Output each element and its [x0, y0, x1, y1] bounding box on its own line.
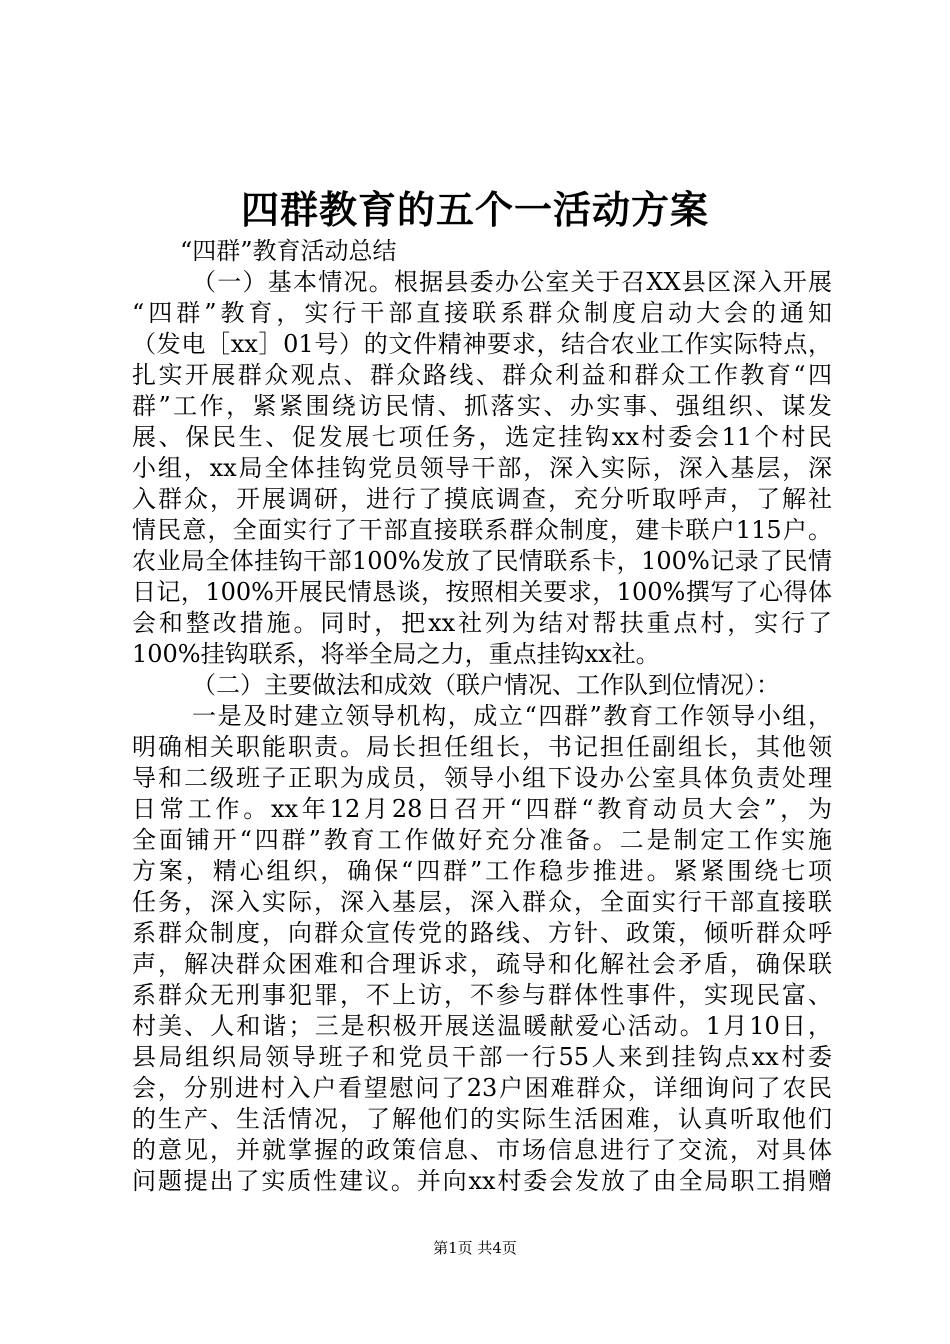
body-line: 系群众制度，向群众宣传党的路线、方针、政策，倾听群众呼 [132, 919, 832, 947]
body-line: 日常工作。xx年12月28日召开“四群“教育动员大会”，为 [132, 795, 832, 823]
body-line: （二）主要做法和成效（联户情况、工作队到位情况）： [192, 671, 780, 699]
body-line: 农业局全体挂钩干部100%发放了民情联系卡，100%记录了民情 [132, 547, 832, 575]
body-line: 小组，xx局全体挂钩党员领导干部，深入实际，深入基层，深 [132, 454, 832, 482]
document-body [132, 236, 832, 1197]
body-line: 展、保民生、促发展七项任务，选定挂钩xx村委会11个村民 [132, 423, 832, 451]
body-line: 一是及时建立领导机构，成立“四群”教育工作领导小组， [192, 702, 832, 730]
body-line: 群”工作，紧紧围绕访民情、抓落实、办实事、强组织、谋发 [132, 392, 832, 420]
body-line: 会，分别进村入户看望慰问了23户困难群众，详细询问了农民 [132, 1074, 832, 1102]
document-title: 四群教育的五个一活动方案 [240, 187, 709, 232]
body-line: 会和整改措施。同时，把xx社列为结对帮扶重点村，实行了 [132, 609, 832, 637]
body-line: 全面铺开“四群”教育工作做好充分准备。二是制定工作实施 [132, 826, 832, 854]
body-line: 明确相关职能职责。局长担任组长，书记担任副组长，其他领 [132, 733, 832, 761]
body-line: 村美、人和谐；三是积极开展送温暖献爱心活动。1月10日， [132, 1012, 832, 1040]
body-line: 的意见，并就掌握的政策信息、市场信息进行了交流，对具体 [132, 1136, 832, 1164]
body-line: “四群”教育活动总结 [180, 237, 397, 265]
body-line: 扎实开展群众观点、群众路线、群众利益和群众工作教育“四 [132, 361, 832, 389]
body-line: 方案，精心组织，确保“四群”工作稳步推进。紧紧围绕七项 [132, 857, 832, 885]
body-line: 声，解决群众困难和合理诉求，疏导和化解社会矛盾，确保联 [132, 950, 832, 978]
body-line: （一）基本情况。根据县委办公室关于召XX县区深入开展 [192, 268, 832, 296]
body-line: 系群众无刑事犯罪，不上访，不参与群体性事件，实现民富、 [132, 981, 832, 1009]
body-line: 的生产、生活情况，了解他们的实际生活困难，认真听取他们 [132, 1105, 832, 1133]
body-line: 问题提出了实质性建议。并向xx村委会发放了由全局职工捐赠 [132, 1167, 832, 1195]
body-line: 导和二级班子正职为成员，领导小组下设办公室具体负责处理 [132, 764, 832, 792]
body-line: 日记，100%开展民情恳谈，按照相关要求，100%撰写了心得体 [132, 578, 832, 606]
body-line: 县局组织局领导班子和党员干部一行55人来到挂钩点xx村委 [132, 1043, 832, 1071]
body-line: “四群”教育，实行干部直接联系群众制度启动大会的通知 [132, 299, 832, 327]
page-footer: 第1页 共4页 [433, 1239, 517, 1257]
body-line: 任务，深入实际，深入基层，深入群众，全面实行干部直接联 [132, 888, 832, 916]
body-line: 入群众，开展调研，进行了摸底调查，充分听取呼声，了解社 [132, 485, 832, 513]
body-line: 情民意，全面实行了干部直接联系群众制度，建卡联户115户。 [132, 516, 832, 544]
body-line: 100%挂钩联系，将举全局之力，重点挂钩xx社。 [132, 640, 660, 668]
body-line: （发电［xx］01号）的文件精神要求，结合农业工作实际特点， [132, 330, 832, 358]
